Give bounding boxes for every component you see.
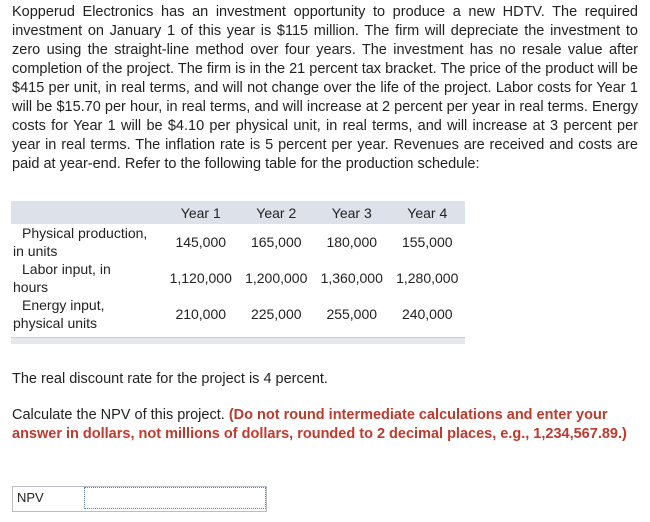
table-cell: 240,000 [401, 306, 453, 322]
table-cell: 225,000 [250, 306, 302, 322]
npv-label: NPV [17, 490, 44, 505]
problem-text: Kopperud Electronics has an investment opportunity to produce a new HDTV. The required investment on January 1 of this year is $115 million. The firm will depreciate the investment to zero using the straight-line method over four years. The investment has no resale value after completion of the project. The firm is in the 21 percent tax bracket. The price of the product will be $415 per unit, in real terms, and will not change over the life of the project. Labor costs for Year 1 will be $15.70 per hour, in real terms, and will increase at 2 percent per year in real terms. Energy costs for Year 1 will be $4.10 per physical unit, in real terms, and will increase at 3 percent per year in real terms. The inflation rate is 5 percent per year. Revenues are received and costs are paid at year-end. Refer to the following table for the production schedule: [12, 4, 638, 172]
table-cell: 1,200,000 [245, 270, 308, 286]
table-cell: 255,000 [326, 306, 378, 322]
row-label-line1: Labor input, in [22, 261, 111, 277]
table-header-year-3: Year 3 [331, 204, 372, 221]
npv-input[interactable] [84, 487, 266, 509]
table-cell: 145,000 [175, 234, 227, 250]
instruction-plain: Calculate the NPV of this project. [12, 407, 229, 423]
table-cell: 155,000 [401, 234, 453, 250]
table-cell: 1,280,000 [396, 270, 459, 286]
table-header-row [11, 201, 465, 224]
npv-answer-row [12, 486, 267, 512]
row-label-line1: Energy input, [22, 297, 105, 313]
table-bottom-divider [11, 337, 465, 344]
table-cell: 180,000 [326, 234, 378, 250]
table-header-year-2: Year 2 [256, 204, 297, 221]
table-cell: 210,000 [175, 306, 227, 322]
row-label-labor-input [11, 260, 163, 296]
row-label-line2: physical units [13, 315, 98, 331]
table-header-year-4: Year 4 [407, 204, 448, 221]
table-header-corner [11, 201, 163, 224]
table-cell: 1,360,000 [320, 270, 383, 286]
table-row [11, 296, 465, 332]
instruction-text [12, 406, 638, 444]
instruction-note: (Do not round intermediate calculations and enter your answer in dollars, not millions of dollars, rounded to 2 decimal places, e.g., 1,234,567.89.) [12, 407, 627, 442]
production-schedule-table [11, 201, 465, 332]
table-header-year-1: Year 1 [180, 204, 221, 221]
row-label-line1: Physical production, [22, 225, 148, 241]
table-cell: 165,000 [250, 234, 302, 250]
row-label-physical-production [11, 224, 163, 260]
table-row [11, 260, 465, 296]
row-label-line2: in units [13, 243, 58, 259]
table-row [11, 224, 465, 260]
discount-rate-text: The real discount rate for the project is 4 percent. [12, 371, 328, 387]
row-label-line2: hours [13, 279, 49, 295]
table-cell: 1,120,000 [169, 270, 232, 286]
row-label-energy-input [11, 296, 163, 332]
